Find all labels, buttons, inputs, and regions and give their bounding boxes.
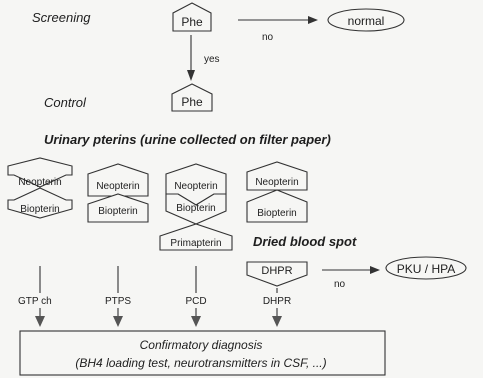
- dhpr-box-label: DHPR: [261, 265, 293, 277]
- no-pku-edge-label: no: [334, 279, 346, 290]
- primapterin-label: Primapterin: [170, 238, 222, 249]
- col1-biopterin-label: Biopterin: [20, 204, 60, 215]
- control-label: Control: [44, 95, 86, 110]
- phe-screening-node-label: Phe: [181, 15, 203, 29]
- gtp-arrow-head: [35, 316, 45, 327]
- col4-biopterin-label: Biopterin: [257, 208, 297, 219]
- normal-label: normal: [347, 14, 385, 28]
- pcd-label: PCD: [185, 296, 207, 307]
- confirmatory-title: Confirmatory diagnosis: [139, 338, 263, 352]
- pku-hpa-label: PKU / HPA: [396, 262, 456, 276]
- gtp-ch-label: GTP ch: [18, 296, 52, 307]
- yes-edge-label: yes: [204, 54, 220, 65]
- ptps-arrow-head: [113, 316, 123, 327]
- dried-blood-spot-label: Dried blood spot: [253, 234, 357, 249]
- col1-neopterin-label: Neopterin: [18, 177, 62, 188]
- col3-biopterin-label: Biopterin: [176, 203, 216, 214]
- no-arrow-head: [308, 16, 318, 24]
- col3-neopterin-label: Neopterin: [174, 181, 218, 192]
- col2-biopterin-label: Biopterin: [98, 206, 138, 217]
- dhpr-bottom-label: DHPR: [262, 296, 292, 307]
- screening-label: Screening: [32, 10, 91, 25]
- col2-neopterin-label: Neopterin: [96, 181, 140, 192]
- no-edge-label: no: [262, 32, 274, 43]
- col4-neopterin-label: Neopterin: [255, 177, 299, 188]
- pcd-arrow-head: [191, 316, 201, 327]
- dhpr-arrow-head: [272, 316, 282, 327]
- yes-arrow-head: [187, 70, 195, 81]
- confirmatory-details: (BH4 loading test, neurotransmitters in CSF, ...): [75, 356, 327, 370]
- no-pku-arrow-head: [370, 266, 380, 274]
- urinary-pterins-heading: Urinary pterins (urine collected on filter paper): [44, 132, 331, 147]
- ptps-label: PTPS: [104, 296, 132, 307]
- phe-control-node-label: Phe: [181, 95, 203, 109]
